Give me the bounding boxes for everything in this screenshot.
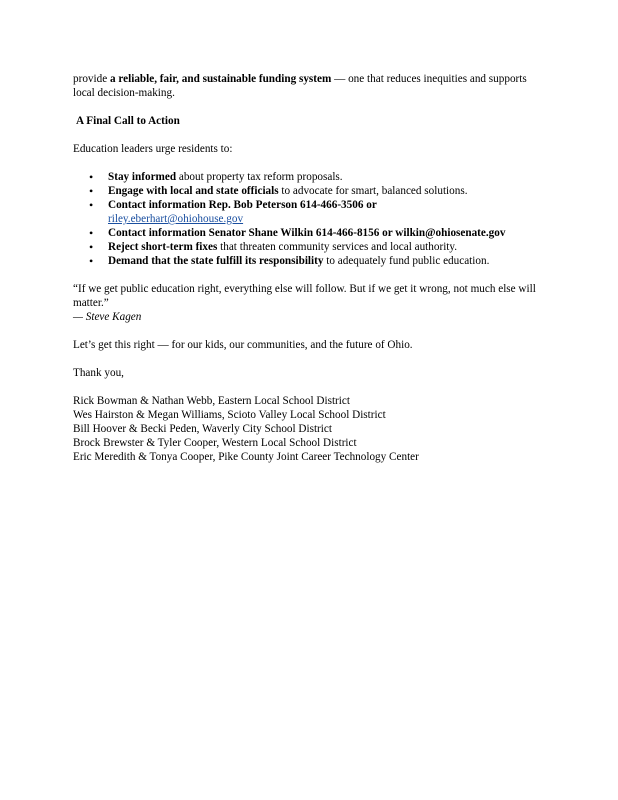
signatory-line: Rick Bowman & Nathan Webb, Eastern Local School District xyxy=(73,395,350,407)
quote-attribution: — Steve Kagen xyxy=(73,311,142,323)
action-item-engage: • Engage with local and state officials to advocate for smart, balanced solutions. xyxy=(108,184,548,198)
thanks-line: Thank you, xyxy=(73,367,124,379)
signatory-line: Wes Hairston & Megan Williams, Scioto Valley Local School District xyxy=(73,409,386,421)
quote-block xyxy=(73,282,548,324)
intro-text-pre: provide xyxy=(73,73,110,85)
signatory-line: Brock Brewster & Tyler Cooper, Western Local School District xyxy=(73,437,357,449)
closing-line: Let’s get this right — for our kids, our communities, and the future of Ohio. xyxy=(73,339,413,351)
action-item-demand-state: • Demand that the state fulfill its responsibility to adequately fund public education. xyxy=(108,254,548,268)
intro-text-bold: a reliable, fair, and sustainable funding system xyxy=(109,73,332,85)
signatory-list xyxy=(73,394,548,464)
action-item-contact-rep: • Contact information Rep. Bob Peterson 614-466-3506 or riley.eberhart@ohiohouse.gov xyxy=(108,198,548,226)
action-item-reject-fixes: • Reject short-term fixes that threaten community services and local authority. xyxy=(108,240,548,254)
document-page xyxy=(73,72,548,464)
action-item-stay-informed: • Stay informed about property tax reform proposals. xyxy=(108,170,548,184)
rep-email-link[interactable]: riley.eberhart@ohiohouse.gov xyxy=(108,213,244,225)
lead-text: Education leaders urge residents to: xyxy=(73,143,233,155)
quote-text: “If we get public education right, everything else will follow. But if we get it wrong, not much else will matter.” xyxy=(73,283,536,309)
signatory-line: Eric Meredith & Tonya Cooper, Pike County Joint Career Technology Center xyxy=(73,451,419,463)
action-list xyxy=(73,170,548,268)
intro-paragraph xyxy=(73,72,548,100)
action-item-contact-senator: • Contact information Senator Shane Wilkin 614-466-8156 or wilkin@ohiosenate.gov xyxy=(108,226,548,240)
signatory-line: Bill Hoover & Becki Peden, Waverly City School District xyxy=(73,423,332,435)
section-heading: A Final Call to Action xyxy=(76,115,180,127)
intro-text-post: — one that reduces inequities and supports local decision-making. xyxy=(73,73,527,99)
